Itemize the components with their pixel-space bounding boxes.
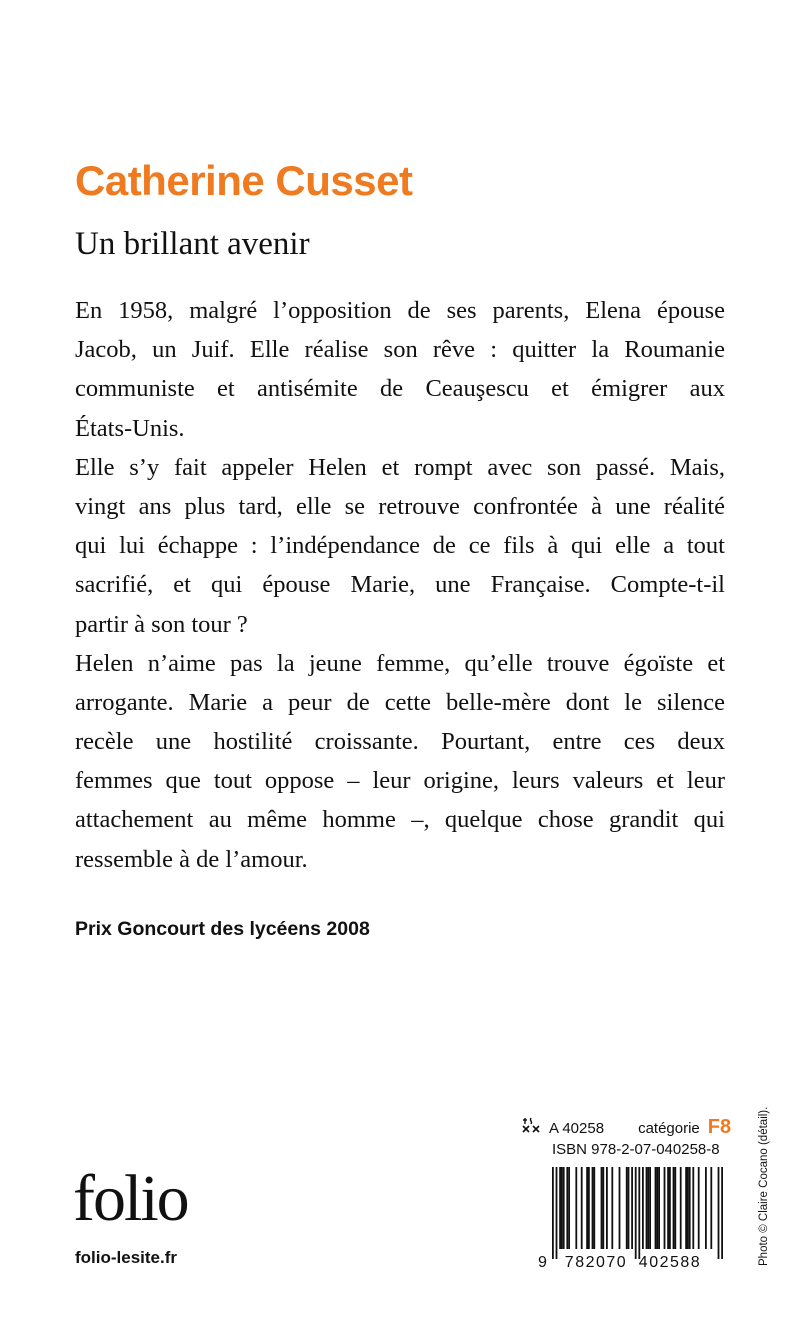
photo-credit-wrapper bbox=[756, 1080, 780, 1266]
barcode-bar bbox=[566, 1167, 568, 1249]
barcode-bar bbox=[669, 1167, 671, 1249]
barcode-bar bbox=[680, 1167, 682, 1249]
book-title: Un brillant avenir bbox=[75, 226, 310, 262]
barcode-bar bbox=[556, 1167, 558, 1259]
barcode-group-2: 402588 bbox=[638, 1254, 702, 1271]
barcode-bar bbox=[631, 1167, 633, 1249]
barcode-bar bbox=[705, 1167, 707, 1249]
barcode-bar bbox=[559, 1167, 561, 1249]
gallimard-symbol-icon bbox=[521, 1117, 541, 1133]
barcode-bar bbox=[588, 1167, 590, 1249]
barcode-bar bbox=[563, 1167, 565, 1249]
blurb-line: qui lui échappe : l’indépendance de ce fils à qui elle a tout bbox=[75, 532, 725, 560]
barcode-bar bbox=[667, 1167, 669, 1249]
barcode-bar bbox=[568, 1167, 570, 1249]
category-label: catégorie bbox=[638, 1120, 700, 1137]
barcode-bar bbox=[673, 1167, 675, 1249]
barcode-bar bbox=[586, 1167, 588, 1249]
barcode-bar bbox=[649, 1167, 651, 1249]
barcode-bar bbox=[601, 1167, 603, 1249]
blurb bbox=[75, 291, 725, 879]
blurb-line: États-Unis. bbox=[75, 414, 185, 442]
publisher-logo: folio bbox=[73, 1162, 188, 1235]
barcode-group-1: 782070 bbox=[564, 1254, 628, 1271]
barcode-first-digit: 9 bbox=[538, 1254, 547, 1271]
blurb-line: attachement au même homme –, quelque chose grandit qui bbox=[75, 806, 725, 834]
barcode-bar bbox=[552, 1167, 554, 1259]
barcode-bar bbox=[685, 1167, 687, 1249]
barcode-bar bbox=[602, 1167, 604, 1249]
blurb-line: Jacob, un Juif. Elle réalise son rêve : quitter la Roumanie bbox=[75, 336, 725, 364]
isbn: ISBN 978-2-07-040258-8 bbox=[552, 1141, 720, 1158]
blurb-line: communiste et antisémite de Ceauşescu et émigrer aux bbox=[75, 375, 725, 403]
prize-label: Prix Goncourt des lycéens 2008 bbox=[75, 918, 370, 940]
publisher-website: folio-lesite.fr bbox=[75, 1248, 178, 1267]
blurb-line: En 1958, malgré l’opposition de ses parents, Elena épouse bbox=[75, 297, 725, 324]
barcode-bar bbox=[710, 1167, 712, 1249]
barcode-bar bbox=[698, 1167, 700, 1249]
barcode-bar bbox=[692, 1167, 694, 1249]
barcode-bar bbox=[674, 1167, 676, 1249]
category-value: F8 bbox=[707, 1116, 732, 1138]
blurb-line: ressemble à de l’amour. bbox=[75, 845, 308, 873]
catalog-code: A 40258 bbox=[549, 1120, 605, 1137]
barcode bbox=[538, 1167, 724, 1276]
barcode-bar bbox=[658, 1167, 660, 1249]
blurb-line: recèle une hostilité croissante. Pourtant, entre ces deux bbox=[75, 728, 725, 756]
barcode-bar bbox=[628, 1167, 630, 1249]
barcode-bar bbox=[689, 1167, 691, 1249]
barcode-bar bbox=[656, 1167, 658, 1249]
blurb-line: arrogante. Marie a peur de cette belle-mère dont le silence bbox=[75, 688, 725, 716]
barcode-bar bbox=[638, 1167, 640, 1259]
barcode-bar bbox=[593, 1167, 595, 1249]
barcode-bar bbox=[647, 1167, 649, 1249]
barcode-bar bbox=[561, 1167, 563, 1249]
barcode-bar bbox=[721, 1167, 723, 1259]
author-name: Catherine Cusset bbox=[75, 157, 413, 204]
catalog-row bbox=[521, 1116, 731, 1139]
blurb-line: Elle s’y fait appeler Helen et rompt avec son passé. Mais, bbox=[75, 453, 725, 481]
barcode-bar bbox=[592, 1167, 594, 1249]
barcode-bar bbox=[646, 1167, 648, 1249]
barcode-bar bbox=[581, 1167, 583, 1249]
barcode-bar bbox=[626, 1167, 628, 1249]
barcode-bar bbox=[606, 1167, 608, 1249]
barcode-bar bbox=[575, 1167, 577, 1249]
barcode-bar bbox=[655, 1167, 657, 1249]
barcode-bar bbox=[635, 1167, 637, 1259]
barcode-bars bbox=[552, 1167, 723, 1259]
photo-credit: Photo © Claire Cocano (détail). bbox=[758, 1106, 770, 1266]
barcode-bar bbox=[687, 1167, 689, 1249]
blurb-line: partir à son tour ? bbox=[75, 610, 248, 638]
blurb-line: Helen n’aime pas la jeune femme, qu’elle trouve égoïste et bbox=[75, 649, 725, 677]
blurb-line: femmes que tout oppose – leur origine, leurs valeurs et leur bbox=[75, 767, 725, 795]
barcode-bar bbox=[619, 1167, 621, 1249]
blurb-line: vingt ans plus tard, elle se retrouve confrontée à une réalité bbox=[75, 492, 725, 520]
barcode-bar bbox=[642, 1167, 644, 1249]
barcode-bar bbox=[611, 1167, 613, 1249]
barcode-bar bbox=[664, 1167, 666, 1249]
blurb-line: sacrifié, et qui épouse Marie, une Française. Compte-t-il bbox=[75, 571, 725, 599]
barcode-bar bbox=[718, 1167, 720, 1259]
